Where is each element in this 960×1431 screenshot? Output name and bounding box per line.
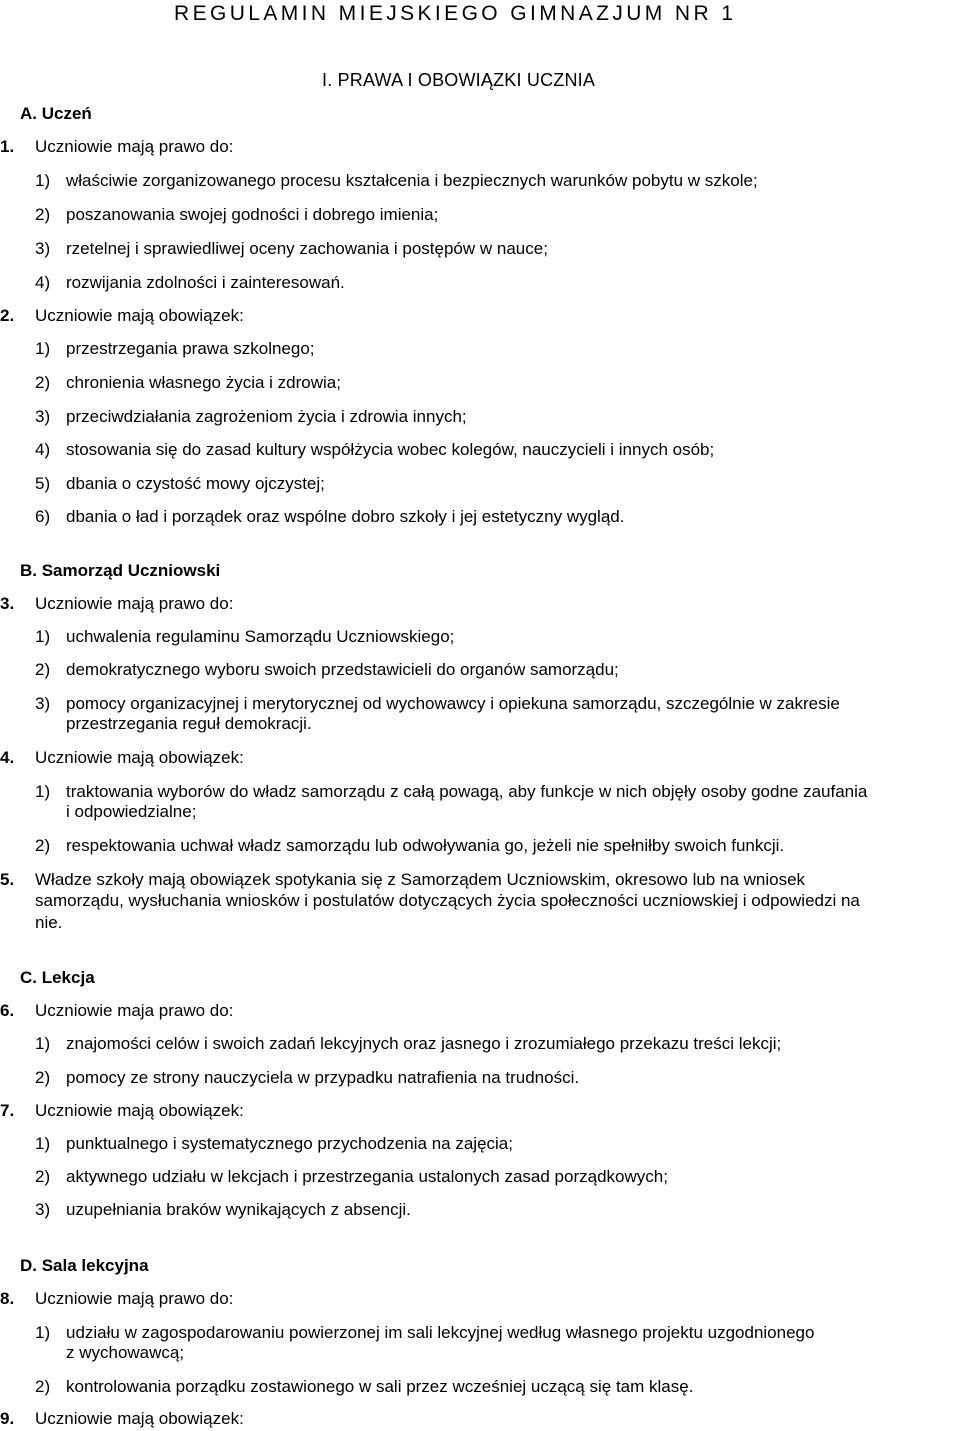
- item-number: 1): [35, 627, 51, 646]
- item-number: 2): [35, 836, 51, 855]
- item-number: 3): [35, 239, 51, 258]
- paragraph-text-line-2: samorządu, wysłuchania wniosków i postulatów dotyczących życia społeczności uczniowskiej i odpowiedzi na: [35, 891, 860, 910]
- list-item: [0, 474, 960, 496]
- item-number: 2): [35, 205, 51, 224]
- item-number: 3): [35, 407, 51, 426]
- item-number: 1): [35, 339, 51, 358]
- item-text-line-1: pomocy organizacyjnej i merytorycznej od wychowawcy i opiekuna samorządu, szczególnie w zakresie: [66, 694, 840, 713]
- paragraph-number: 7.: [0, 1101, 15, 1120]
- item-number: 4): [35, 273, 51, 292]
- item-text: pomocy ze strony nauczyciela w przypadku natrafienia na trudności.: [66, 1068, 580, 1087]
- item-number: 1): [35, 782, 51, 801]
- item-number: 6): [35, 507, 51, 526]
- paragraph-text: Uczniowie mają obowiązek:: [35, 306, 244, 325]
- paragraph-4: [0, 748, 960, 770]
- list-item: [0, 205, 960, 227]
- paragraph-text: Uczniowie mają prawo do:: [35, 594, 234, 613]
- list-item: [0, 836, 960, 858]
- list-item: [0, 694, 960, 738]
- paragraph-number: 1.: [0, 137, 15, 156]
- item-text: rozwijania zdolności i zainteresowań.: [66, 273, 345, 292]
- list-item: [0, 373, 960, 395]
- list-item: [0, 407, 960, 429]
- list-item: [0, 1377, 960, 1399]
- item-number: 3): [35, 1200, 51, 1219]
- item-number: 1): [35, 1134, 51, 1153]
- item-number: 2): [35, 1167, 51, 1186]
- list-item: [0, 782, 960, 826]
- item-text: poszanowania swojej godności i dobrego imienia;: [66, 205, 439, 224]
- item-text: chronienia własnego życia i zdrowia;: [66, 373, 341, 392]
- item-text: aktywnego udziału w lekcjach i przestrzegania ustalonych zasad porządkowych;: [66, 1167, 668, 1186]
- list-item: [0, 1068, 960, 1090]
- list-item: [0, 660, 960, 682]
- item-text-line-2: przestrzegania reguł demokracji.: [66, 714, 312, 733]
- item-text: rzetelnej i sprawiedliwej oceny zachowania i postępów w nauce;: [66, 239, 548, 258]
- item-number: 4): [35, 440, 51, 459]
- paragraph-text: Uczniowie mają obowiązek:: [35, 1101, 244, 1120]
- item-text: respektowania uchwał władz samorządu lub odwoływania go, jeżeli nie spełniłby swoich funkcji.: [66, 836, 785, 855]
- item-text: dbania o ład i porządek oraz wspólne dobro szkoły i jej estetyczny wygląd.: [66, 507, 625, 526]
- paragraph-6: [0, 1001, 960, 1023]
- item-text: dbania o czystość mowy ojczystej;: [66, 474, 325, 493]
- list-item: [0, 1323, 960, 1367]
- paragraph-text-line-3: nie.: [35, 913, 63, 932]
- paragraph-2: [0, 306, 960, 328]
- section-heading-c: C. Lekcja: [20, 968, 95, 987]
- paragraph-7: [0, 1101, 960, 1123]
- paragraph-number: 6.: [0, 1001, 15, 1020]
- paragraph-text: Uczniowie mają obowiązek:: [35, 1409, 244, 1428]
- list-item: [0, 1200, 960, 1222]
- item-number: 3): [35, 694, 51, 713]
- list-item: [0, 273, 960, 295]
- item-text: przeciwdziałania zagrożeniom życia i zdrowia innych;: [66, 407, 467, 426]
- section-heading-a: A. Uczeń: [20, 104, 92, 123]
- item-text: demokratycznego wyboru swoich przedstawicieli do organów samorządu;: [66, 660, 619, 679]
- section-heading-b: B. Samorząd Uczniowski: [20, 561, 221, 580]
- item-number: 1): [35, 171, 51, 190]
- item-text: kontrolowania porządku zostawionego w sali przez wcześniej uczącą się tam klasę.: [66, 1377, 694, 1396]
- item-number: 1): [35, 1034, 51, 1053]
- paragraph-5: [0, 870, 960, 936]
- list-item: [0, 171, 960, 193]
- paragraph-9: [0, 1409, 960, 1431]
- list-item: [0, 627, 960, 649]
- list-item: [0, 1167, 960, 1189]
- paragraph-text-line-1: Władze szkoły mają obowiązek spotykania się z Samorządem Uczniowskim, okresowo lub na wniosek: [35, 870, 806, 889]
- list-item: [0, 507, 960, 529]
- paragraph-number: 9.: [0, 1409, 15, 1428]
- paragraph-number: 4.: [0, 748, 15, 767]
- paragraph-number: 3.: [0, 594, 15, 613]
- list-item: [0, 1034, 960, 1056]
- list-item: [0, 339, 960, 361]
- item-number: 2): [35, 1068, 51, 1087]
- paragraph-text: Uczniowie mają prawo do:: [35, 137, 234, 156]
- item-text: właściwie zorganizowanego procesu kształcenia i bezpiecznych warunków pobytu w szkole;: [66, 171, 758, 190]
- chapter-heading: I. PRAWA I OBOWIĄZKI UCZNIA: [322, 70, 596, 90]
- paragraph-3: [0, 594, 960, 616]
- paragraph-text: Uczniowie mają prawo do:: [35, 1289, 234, 1308]
- item-text: uzupełniania braków wynikających z absencji.: [66, 1200, 411, 1219]
- item-number: 1): [35, 1323, 51, 1342]
- item-text: znajomości celów i swoich zadań lekcyjnych oraz jasnego i zrozumiałego przekazu treści lekcji;: [66, 1034, 782, 1053]
- item-number: 2): [35, 1377, 51, 1396]
- paragraph-number: 8.: [0, 1289, 15, 1308]
- item-number: 2): [35, 373, 51, 392]
- paragraph-text: Uczniowie mają obowiązek:: [35, 748, 244, 767]
- paragraph-text: Uczniowie maja prawo do:: [35, 1001, 234, 1020]
- list-item: [0, 1134, 960, 1156]
- paragraph-8: [0, 1289, 960, 1311]
- document-title: REGULAMIN MIEJSKIEGO GIMNAZJUM NR 1: [174, 2, 737, 25]
- paragraph-number: 5.: [0, 870, 15, 889]
- item-text: stosowania się do zasad kultury współżycia wobec kolegów, nauczycieli i innych osób;: [66, 440, 715, 459]
- item-text-line-2: i odpowiedzialne;: [66, 802, 197, 821]
- item-number: 2): [35, 660, 51, 679]
- item-number: 5): [35, 474, 51, 493]
- item-text: przestrzegania prawa szkolnego;: [66, 339, 315, 358]
- section-heading-d: D. Sala lekcyjna: [20, 1256, 149, 1275]
- item-text-line-1: traktowania wyborów do władz samorządu z całą powagą, aby funkcje w nich objęły osoby godne zaufania: [66, 782, 868, 801]
- list-item: [0, 440, 960, 462]
- item-text: uchwalenia regulaminu Samorządu Uczniowskiego;: [66, 627, 455, 646]
- item-text: punktualnego i systematycznego przychodzenia na zajęcia;: [66, 1134, 513, 1153]
- paragraph-number: 2.: [0, 306, 15, 325]
- item-text-line-2: z wychowawcą;: [66, 1343, 185, 1362]
- paragraph-1: [0, 137, 960, 159]
- list-item: [0, 239, 960, 261]
- item-text-line-1: udziału w zagospodarowaniu powierzonej im sali lekcyjnej według własnego projektu uzgodnionego: [66, 1323, 815, 1342]
